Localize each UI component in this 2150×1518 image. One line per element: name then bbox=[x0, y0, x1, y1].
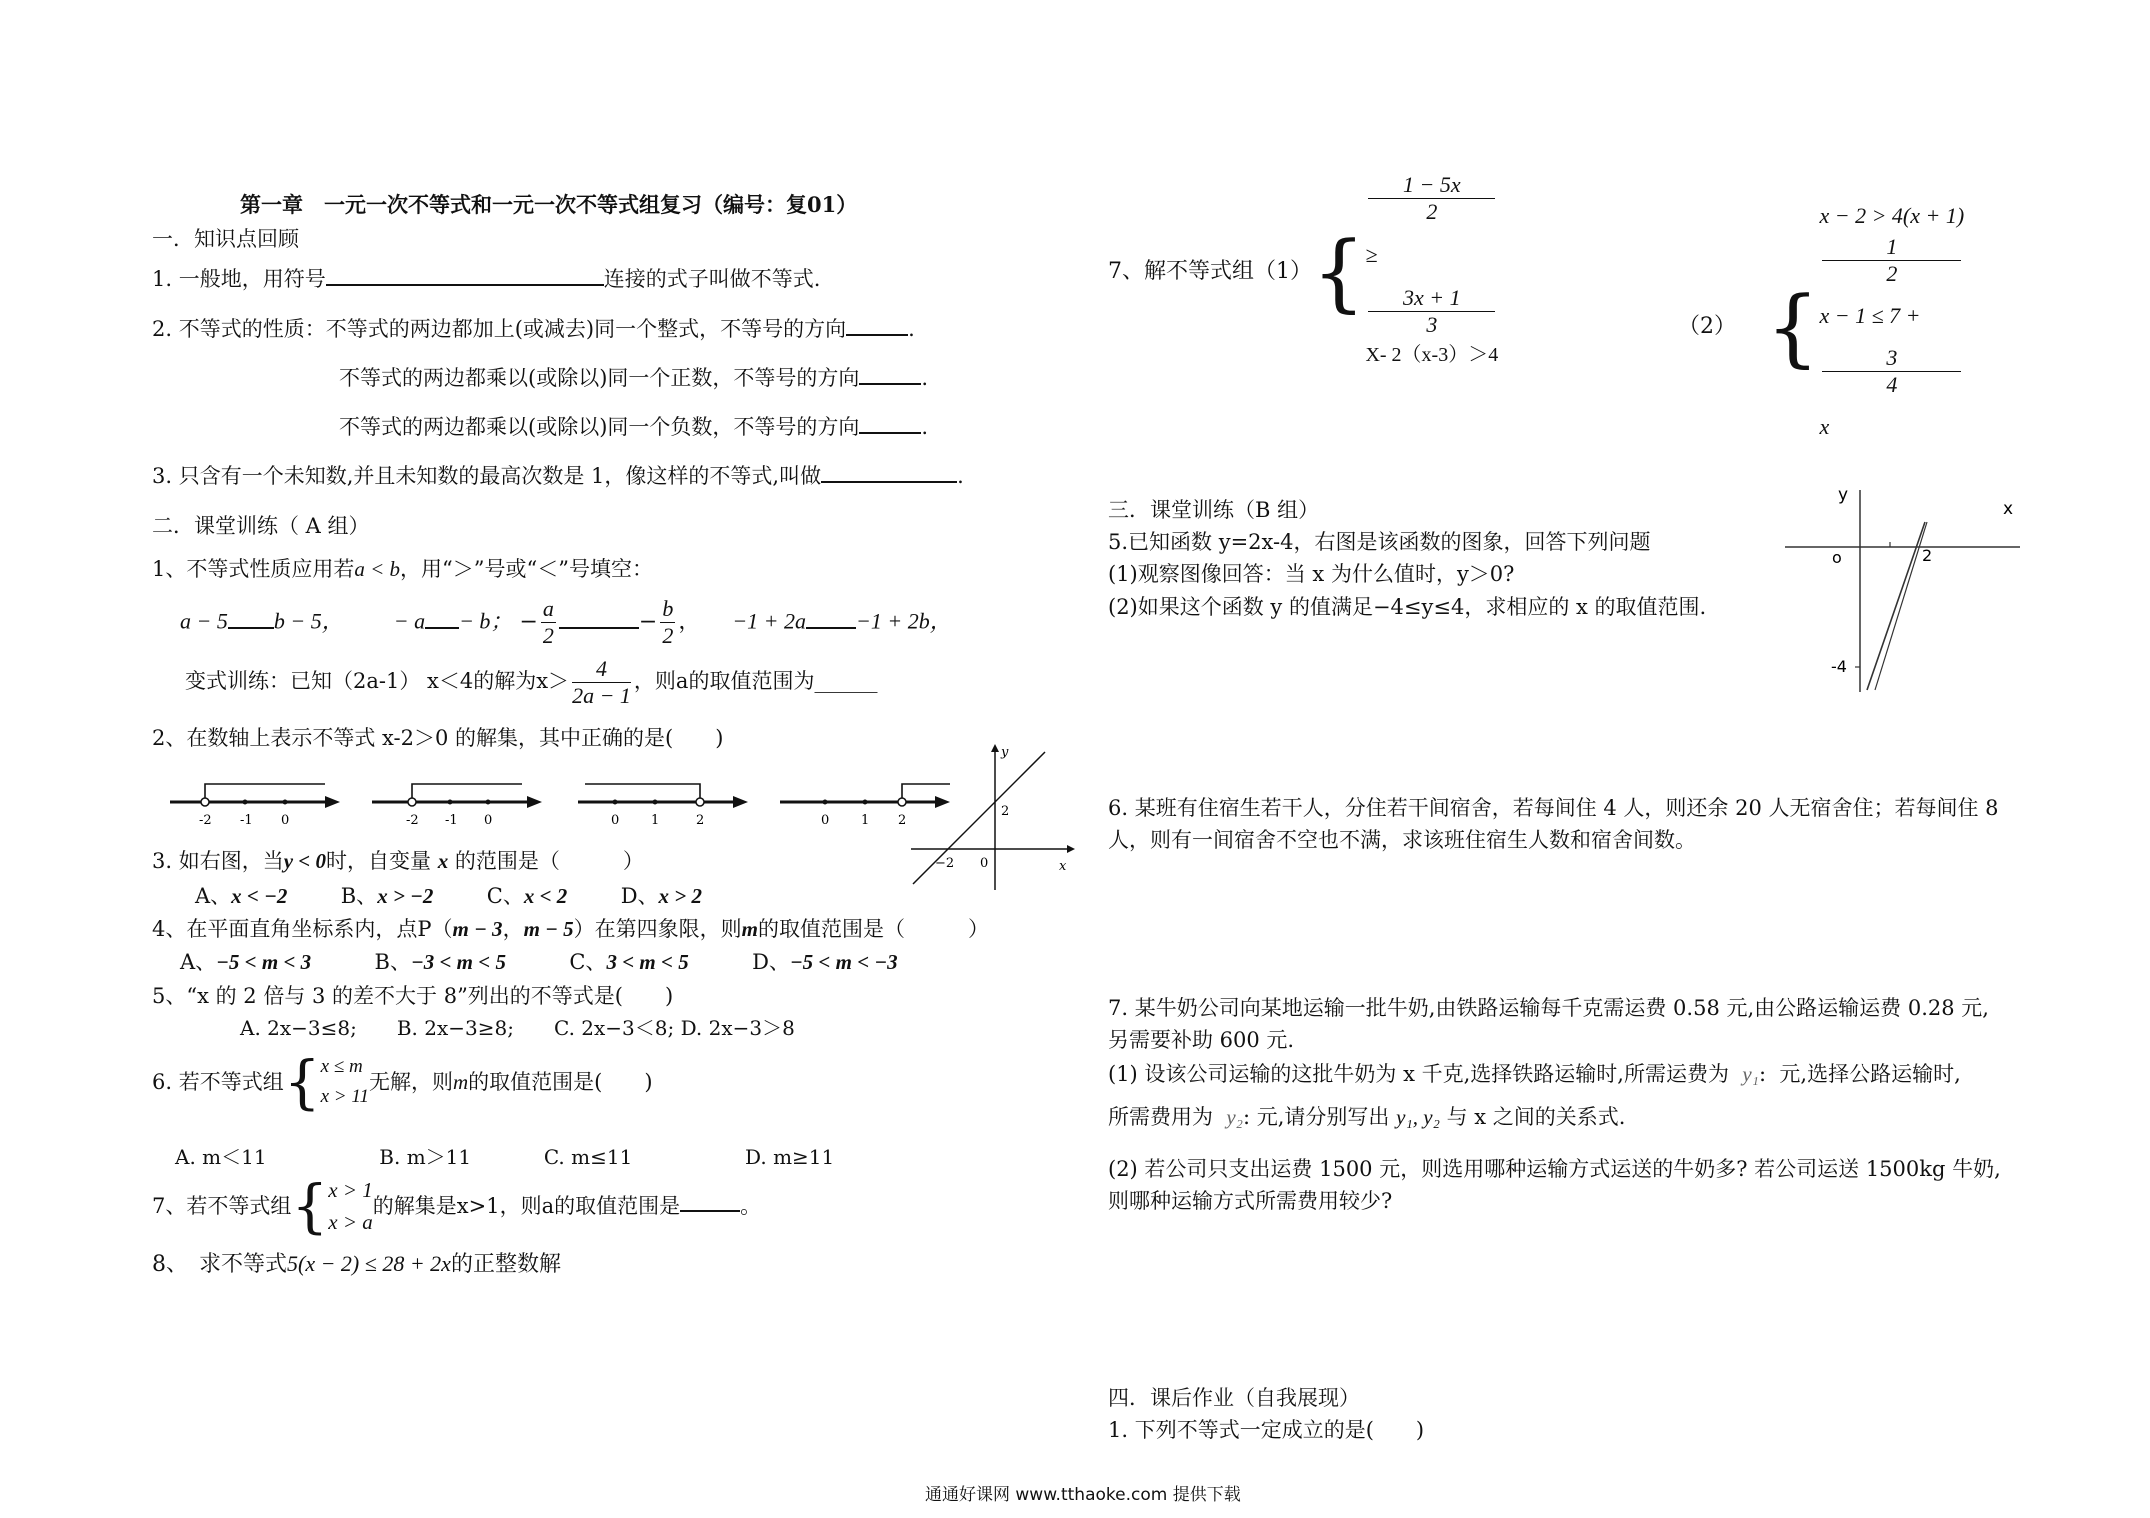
answer-blank[interactable] bbox=[859, 365, 921, 385]
b5-line-3: (2)如果这个函数 y 的值满足−4≤y≤4，求相应的 x 的取值范围. bbox=[1108, 595, 1707, 619]
tick-label: -1 bbox=[240, 813, 253, 828]
origin-label: o bbox=[1832, 548, 1842, 567]
b7-line-2: 另需要补助 600 元. bbox=[1108, 1028, 1295, 1052]
q3-line-graph bbox=[905, 742, 1075, 892]
question-2-1 bbox=[152, 555, 653, 583]
origin-label: 0 bbox=[980, 856, 989, 871]
tick-label: 0 bbox=[484, 813, 493, 828]
b7-line-4: 所需费用为 y₂: 元,请分别写出 y₁, y₂ 与 x 之间的关系式. bbox=[1108, 1105, 1626, 1129]
math-expr: − a bbox=[393, 608, 426, 634]
fraction: $\frac{b}{2}$ bbox=[662, 596, 674, 648]
y-axis-label: y bbox=[1838, 485, 1849, 505]
b5-line-1: 5.已知函数 y=2x-4，右图是该函数的图象，回答下列问题 bbox=[1108, 530, 1651, 554]
math-expr: y₁ bbox=[1742, 1062, 1759, 1086]
math-expr: 5(x − 2) ≤ 28 + 2x bbox=[287, 1251, 451, 1276]
answer-blank[interactable] bbox=[425, 613, 459, 629]
b7-line-5: (2) 若公司只支出运费 1500 元，则选用哪种运输方式运送的牛奶多? 若公司运送 1500kg 牛奶, bbox=[1108, 1157, 2001, 1181]
b5-line-2: (1)观察图像回答：当 x 为什么值时，y＞0? bbox=[1108, 562, 1515, 586]
number-line-a[interactable] bbox=[170, 784, 340, 828]
b6-line-2: 人，则有一间宿舍不空也不满，求该班住宿生人数和宿舍间数。 bbox=[1108, 828, 1696, 852]
number-line-b[interactable] bbox=[372, 784, 542, 828]
q-text: 的范围是（ ） bbox=[454, 849, 644, 873]
b6-line-1: 6. 某班有住宿生若干人，分住若干间宿舍，若每间住 4 人，则还余 20 人无宿舍住；若每间住 8 bbox=[1108, 796, 1999, 820]
b7-line-3: (1) 设该公司运输的这批牛奶为 x 千克,选择铁路运输时,所需运费为 y₁: 元,选择公路运输时, bbox=[1108, 1062, 1961, 1086]
homework-1: 1. 下列不等式一定成立的是( ) bbox=[1108, 1418, 1425, 1442]
tick-label: 2 bbox=[1001, 804, 1010, 819]
x-axis-label: x bbox=[2003, 499, 2014, 519]
math-expr: −1 + 2b， bbox=[856, 608, 952, 634]
tick-label: 0 bbox=[821, 813, 830, 828]
question-2-1-expressions: a − 5 b − 5， − a − b； − $\frac{a}{2}$ − $\frac{b}{2}$ ， −1 + 2a −1 + 2b， bbox=[180, 596, 952, 648]
option-a[interactable]: A. m＜11 bbox=[175, 1145, 267, 1169]
b5-function-graph bbox=[1785, 482, 2030, 697]
page-title: 第一章 一元一次不等式和一元一次不等式组复习（编号：复01） bbox=[240, 192, 858, 217]
q-text: ，用“＞”号或“＜”号填空： bbox=[400, 557, 653, 581]
tick-label: -4 bbox=[1831, 657, 1847, 676]
option-c[interactable]: C. m≤11 bbox=[543, 1145, 633, 1169]
math-expr: a − 5 bbox=[180, 608, 228, 634]
math-expr: − bbox=[519, 609, 538, 635]
option-b[interactable]: B、−3 < m < 5 bbox=[374, 950, 506, 974]
b7-line-6: 则哪种运输方式所需费用较少? bbox=[1108, 1189, 1393, 1213]
section-2-heading: 二．课堂训练（ A 组） bbox=[152, 514, 370, 538]
option-a[interactable]: A、−5 < m < 3 bbox=[180, 950, 312, 974]
answer-blank[interactable] bbox=[806, 613, 856, 629]
option-c[interactable]: C、3 < m < 5 bbox=[569, 950, 689, 974]
q-text: 不等式的两边都加上(或减去)同一个整式，不等号的方向 bbox=[325, 317, 847, 341]
q-text: 时，自变量 bbox=[326, 849, 432, 873]
answer-blank[interactable] bbox=[326, 266, 604, 286]
question-1-1 bbox=[152, 265, 820, 293]
question-2-8: 8、 求不等式5(x − 2) ≤ 28 + 2x的正整数解 bbox=[152, 1251, 561, 1277]
math-expr: − bbox=[638, 609, 658, 635]
right-q7-system-2: （2） { x − 2 > 4(x + 1) 1 2 x − 1 ≤ 7 + 3 4 x bbox=[1678, 203, 1965, 439]
q-text: 不等式的两边都乘以(或除以)同一个负数，不等号的方向 bbox=[339, 415, 860, 439]
x-axis-label: x bbox=[1059, 859, 1067, 874]
section-1-heading: 一．知识点回顾 bbox=[152, 227, 299, 251]
math-expr: y < 0 bbox=[283, 849, 327, 873]
q-text: 3. 如右图，当 bbox=[152, 849, 284, 873]
answer-blank[interactable] bbox=[821, 463, 957, 483]
variant-training bbox=[185, 656, 877, 709]
option-b[interactable]: B、x > −2 bbox=[340, 884, 434, 908]
tick-label: -2 bbox=[199, 813, 212, 828]
q-text: ，则a的取值范围为______ bbox=[633, 669, 878, 693]
q-text: 变式训练：已知（2a-1） x＜4的解为x＞ bbox=[185, 669, 570, 693]
tick-label: 2 bbox=[898, 813, 907, 828]
answer-blank[interactable] bbox=[680, 1192, 740, 1212]
answer-blank[interactable] bbox=[859, 414, 921, 434]
math-expr: − b； bbox=[459, 608, 513, 634]
fraction: $\frac{a}{2}$ bbox=[542, 596, 554, 648]
b7-line-1: 7. 某牛奶公司向某地运输一批牛奶,由铁路运输每千克需运费 0.58 元,由公路运输运费 0.28 元, bbox=[1108, 996, 1989, 1020]
question-1-3: 3. 只含有一个未知数,并且未知数的最高次数是 1，像这样的不等式,叫做 . bbox=[152, 464, 964, 488]
question-2-6-options bbox=[175, 1143, 834, 1171]
q-text: 连接的式子叫做不等式. bbox=[603, 267, 821, 291]
option-d[interactable]: D、x > 2 bbox=[620, 884, 702, 908]
tick-label: 0 bbox=[281, 813, 290, 828]
option-b[interactable]: B. m＞11 bbox=[379, 1145, 472, 1169]
number-lines bbox=[160, 772, 960, 832]
math-expr: x bbox=[437, 849, 449, 873]
section-3-heading: 三．课堂训练（B 组） bbox=[1108, 498, 1320, 522]
tick-label: 2 bbox=[696, 813, 705, 828]
tick-label: 0 bbox=[611, 813, 620, 828]
math-expr: −1 + 2a bbox=[732, 608, 807, 634]
option-a[interactable]: A、x < −2 bbox=[195, 884, 288, 908]
answer-blank[interactable] bbox=[559, 613, 639, 629]
answer-blank[interactable] bbox=[846, 316, 908, 336]
math-expr: a < b bbox=[354, 557, 401, 581]
question-2-6: 6. 若不等式组{ x ≤ m x > 11 无解，则m的取值范围是( ) bbox=[152, 1048, 653, 1116]
math-expr: b − 5， bbox=[273, 608, 344, 634]
math-expr: y₂ bbox=[1226, 1105, 1243, 1129]
answer-blank[interactable] bbox=[228, 613, 274, 629]
question-2-3-options bbox=[195, 882, 702, 910]
fraction: $\frac{4}{2a - 1}$ bbox=[572, 656, 631, 708]
question-2-5-options[interactable]: A. 2x−3≤8; B. 2x−3≥8; C. 2x−3＜8; D. 2x−3＞8 bbox=[240, 1016, 795, 1040]
question-1-2-line2: 不等式的两边都乘以(或除以)同一个正数，不等号的方向 . bbox=[339, 366, 929, 390]
question-2-4-options bbox=[180, 948, 898, 976]
question-2-7: 7、若不等式组{ x > 1 x > a 的解集是x>1，则a的取值范围是 。 bbox=[152, 1172, 762, 1240]
option-d[interactable]: D、−5 < m < −3 bbox=[752, 950, 898, 974]
tick-label: 2 bbox=[1922, 546, 1933, 565]
option-d[interactable]: D. m≥11 bbox=[745, 1145, 835, 1169]
q-label: 2. 不等式的性质： bbox=[152, 317, 326, 341]
question-2-2: 2、在数轴上表示不等式 x-2＞0 的解集，其中正确的是( ) bbox=[152, 726, 724, 750]
q-text: 3. 只含有一个未知数,并且未知数的最高次数是 1，像这样的不等式,叫做 bbox=[152, 464, 822, 488]
q-text: 1. 一般地，用符号 bbox=[152, 267, 326, 291]
question-2-4: 4、在平面直角坐标系内，点P（m − 3，m − 5）在第四象限，则m的取值范围是（ ） bbox=[152, 917, 989, 941]
right-q7-system-1: 7、解不等式组（1）{ 1 − 5x 2 ≥ 3x + 1 3 X- 2（x-3）＞4 bbox=[1108, 172, 1499, 366]
math-expr: y₁, y₂ bbox=[1396, 1105, 1440, 1129]
y-axis-label: y bbox=[1001, 745, 1009, 760]
tick-label: -1 bbox=[445, 813, 458, 828]
tick-label: −2 bbox=[935, 856, 955, 871]
tick-label: 1 bbox=[651, 813, 660, 828]
question-2-3 bbox=[152, 847, 644, 875]
question-1-2-line3: 不等式的两边都乘以(或除以)同一个负数，不等号的方向 . bbox=[339, 415, 929, 439]
q-text: 1、不等式性质应用若 bbox=[152, 557, 355, 581]
tick-label: 1 bbox=[861, 813, 870, 828]
tick-label: -2 bbox=[406, 813, 419, 828]
option-c[interactable]: C、x < 2 bbox=[486, 884, 568, 908]
question-1-2: 2. 不等式的性质：不等式的两边都加上(或减去)同一个整式，不等号的方向 . bbox=[152, 317, 915, 341]
page-footer: 通通好课网 www.tthaoke.com 提供下载 bbox=[925, 1485, 1241, 1505]
section-4-heading: 四．课后作业（自我展现） bbox=[1108, 1386, 1360, 1410]
q-text: 不等式的两边都乘以(或除以)同一个正数，不等号的方向 bbox=[339, 366, 860, 390]
number-line-c[interactable] bbox=[578, 784, 748, 828]
question-2-5: 5、“x 的 2 倍与 3 的差不大于 8”列出的不等式是( ) bbox=[152, 984, 674, 1008]
